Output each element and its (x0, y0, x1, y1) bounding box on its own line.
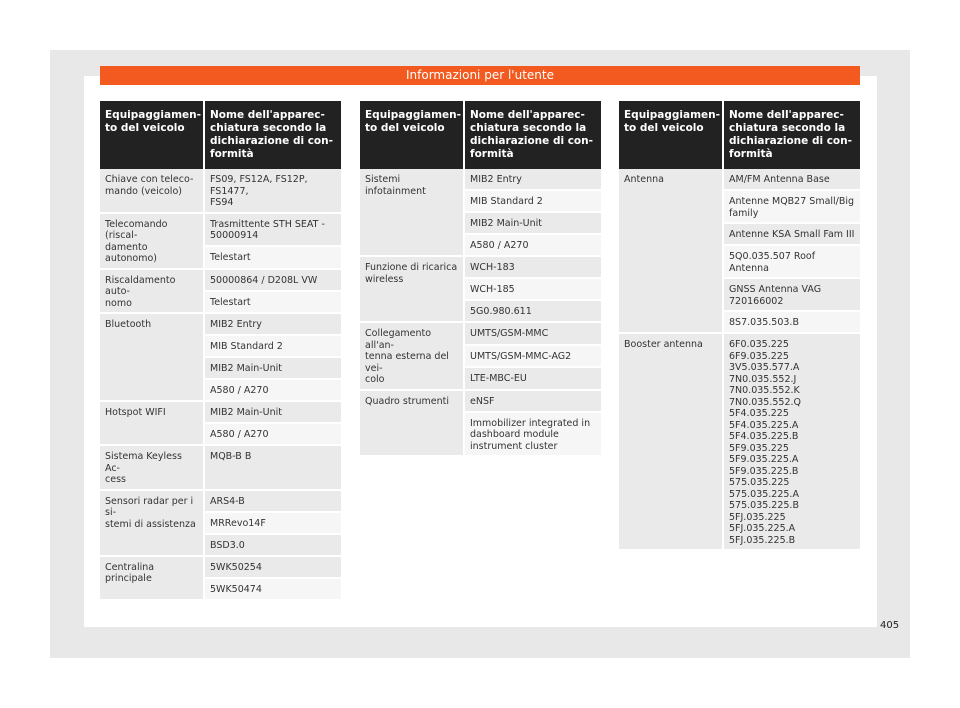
table-row (100, 213, 341, 247)
page-number: 405 (880, 620, 900, 631)
header-equipment: Equipaggiamen- to del veicolo (100, 101, 204, 169)
equipment-table-2 (360, 101, 601, 455)
device-name: AM/FM Antenna Base (723, 169, 860, 190)
equipment-table-3 (619, 101, 860, 549)
equipment-name: Sensori radar per i si- stemi di assistenza (100, 490, 204, 556)
device-name: MIB2 Main-Unit (204, 357, 341, 379)
equipment-name: Centralina principale (100, 556, 204, 599)
device-name: Antenne MQB27 Small/Big family (723, 190, 860, 223)
device-name: A580 / A270 (204, 379, 341, 401)
table-row (619, 169, 860, 190)
device-name: WCH-185 (464, 278, 601, 300)
table-row (100, 269, 341, 291)
header-device-name: Nome dell'apparec- chiatura secondo la dichiarazione di con- formità (723, 101, 860, 169)
device-name: MIB2 Entry (204, 313, 341, 335)
device-name: WCH-183 (464, 256, 601, 278)
device-name: MQB-B B (204, 445, 341, 490)
equipment-name: Telecomando (riscal- damento autonomo) (100, 213, 204, 269)
table-row (360, 256, 601, 278)
device-name: LTE-MBC-EU (464, 367, 601, 390)
device-name: Trasmittente STH SEAT - 50000914 (204, 213, 341, 247)
device-name: 8S7.035.503.B (723, 311, 860, 333)
device-name: MIB Standard 2 (464, 190, 601, 212)
device-name: 5G0.980.611 (464, 300, 601, 322)
device-name: A580 / A270 (204, 423, 341, 445)
equipment-name: Funzione di ricarica wireless (360, 256, 464, 322)
header-device-name: Nome dell'apparec- chiatura secondo la dichiarazione di con- formità (204, 101, 341, 169)
table-row (100, 401, 341, 423)
table-row (100, 490, 341, 512)
device-name: Immobilizer integrated in dashboard module instrument cluster (464, 412, 601, 456)
section-title: Informazioni per l'utente (100, 66, 860, 85)
table-row (360, 322, 601, 345)
equipment-name: Riscaldamento auto- nomo (100, 269, 204, 314)
equipment-name: Hotspot WIFI (100, 401, 204, 445)
device-name: GNSS Antenna VAG 720166002 (723, 278, 860, 311)
equipment-table-1 (100, 101, 341, 599)
device-name: 5WK50254 (204, 556, 341, 578)
header-equipment: Equipaggiamen- to del veicolo (619, 101, 723, 169)
header-equipment: Equipaggiamen- to del veicolo (360, 101, 464, 169)
table-row (100, 556, 341, 578)
device-name: MIB Standard 2 (204, 335, 341, 357)
equipment-name: Bluetooth (100, 313, 204, 401)
device-name: UMTS/GSM-MMC-AG2 (464, 345, 601, 368)
equipment-name: Sistema Keyless Ac- cess (100, 445, 204, 490)
equipment-name: Booster antenna (619, 333, 723, 549)
device-name: Telestart (204, 246, 341, 268)
device-name: eNSF (464, 390, 601, 412)
table-row (100, 169, 341, 213)
device-name: MIB2 Main-Unit (204, 401, 341, 423)
table-row (100, 313, 341, 335)
device-name: Antenne KSA Small Fam III (723, 223, 860, 245)
table-row (360, 390, 601, 412)
device-name: 5Q0.035.507 Roof Antenna (723, 245, 860, 278)
equipment-name: Sistemi infotainment (360, 169, 464, 256)
device-name: 5WK50474 (204, 578, 341, 599)
device-name: ARS4-B (204, 490, 341, 512)
device-name: 6F0.035.225 6F9.035.225 3V5.035.577.A 7N0.035.552.J 7N0.035.552.K 7N0.035.552.Q 5F4.035.225 5F4.035.225.A 5F4.035.225.B 5F9.035.225 5F9.035.225.A 5F9.035.225.B 575.035.225 575.035.225.A 575.035.225.B 5FJ.035.225 5FJ.035.225.A 5FJ.035.225.B (723, 333, 860, 549)
device-name: 50000864 / D208L VW (204, 269, 341, 291)
device-name: FS09, FS12A, FS12P, FS1477, FS94 (204, 169, 341, 213)
device-name: MRRevo14F (204, 512, 341, 534)
device-name: UMTS/GSM-MMC (464, 322, 601, 345)
equipment-name: Chiave con teleco- mando (veicolo) (100, 169, 204, 213)
table-row (360, 169, 601, 190)
device-name: BSD3.0 (204, 534, 341, 556)
device-name: MIB2 Entry (464, 169, 601, 190)
table-row (619, 333, 860, 549)
device-name: MIB2 Main-Unit (464, 212, 601, 234)
device-name: Telestart (204, 291, 341, 313)
equipment-name: Quadro strumenti (360, 390, 464, 456)
equipment-name: Collegamento all'an- tenna esterna del vei- colo (360, 322, 464, 390)
header-device-name: Nome dell'apparec- chiatura secondo la dichiarazione di con- formità (464, 101, 601, 169)
equipment-name: Antenna (619, 169, 723, 333)
table-row (100, 445, 341, 490)
device-name: A580 / A270 (464, 234, 601, 256)
